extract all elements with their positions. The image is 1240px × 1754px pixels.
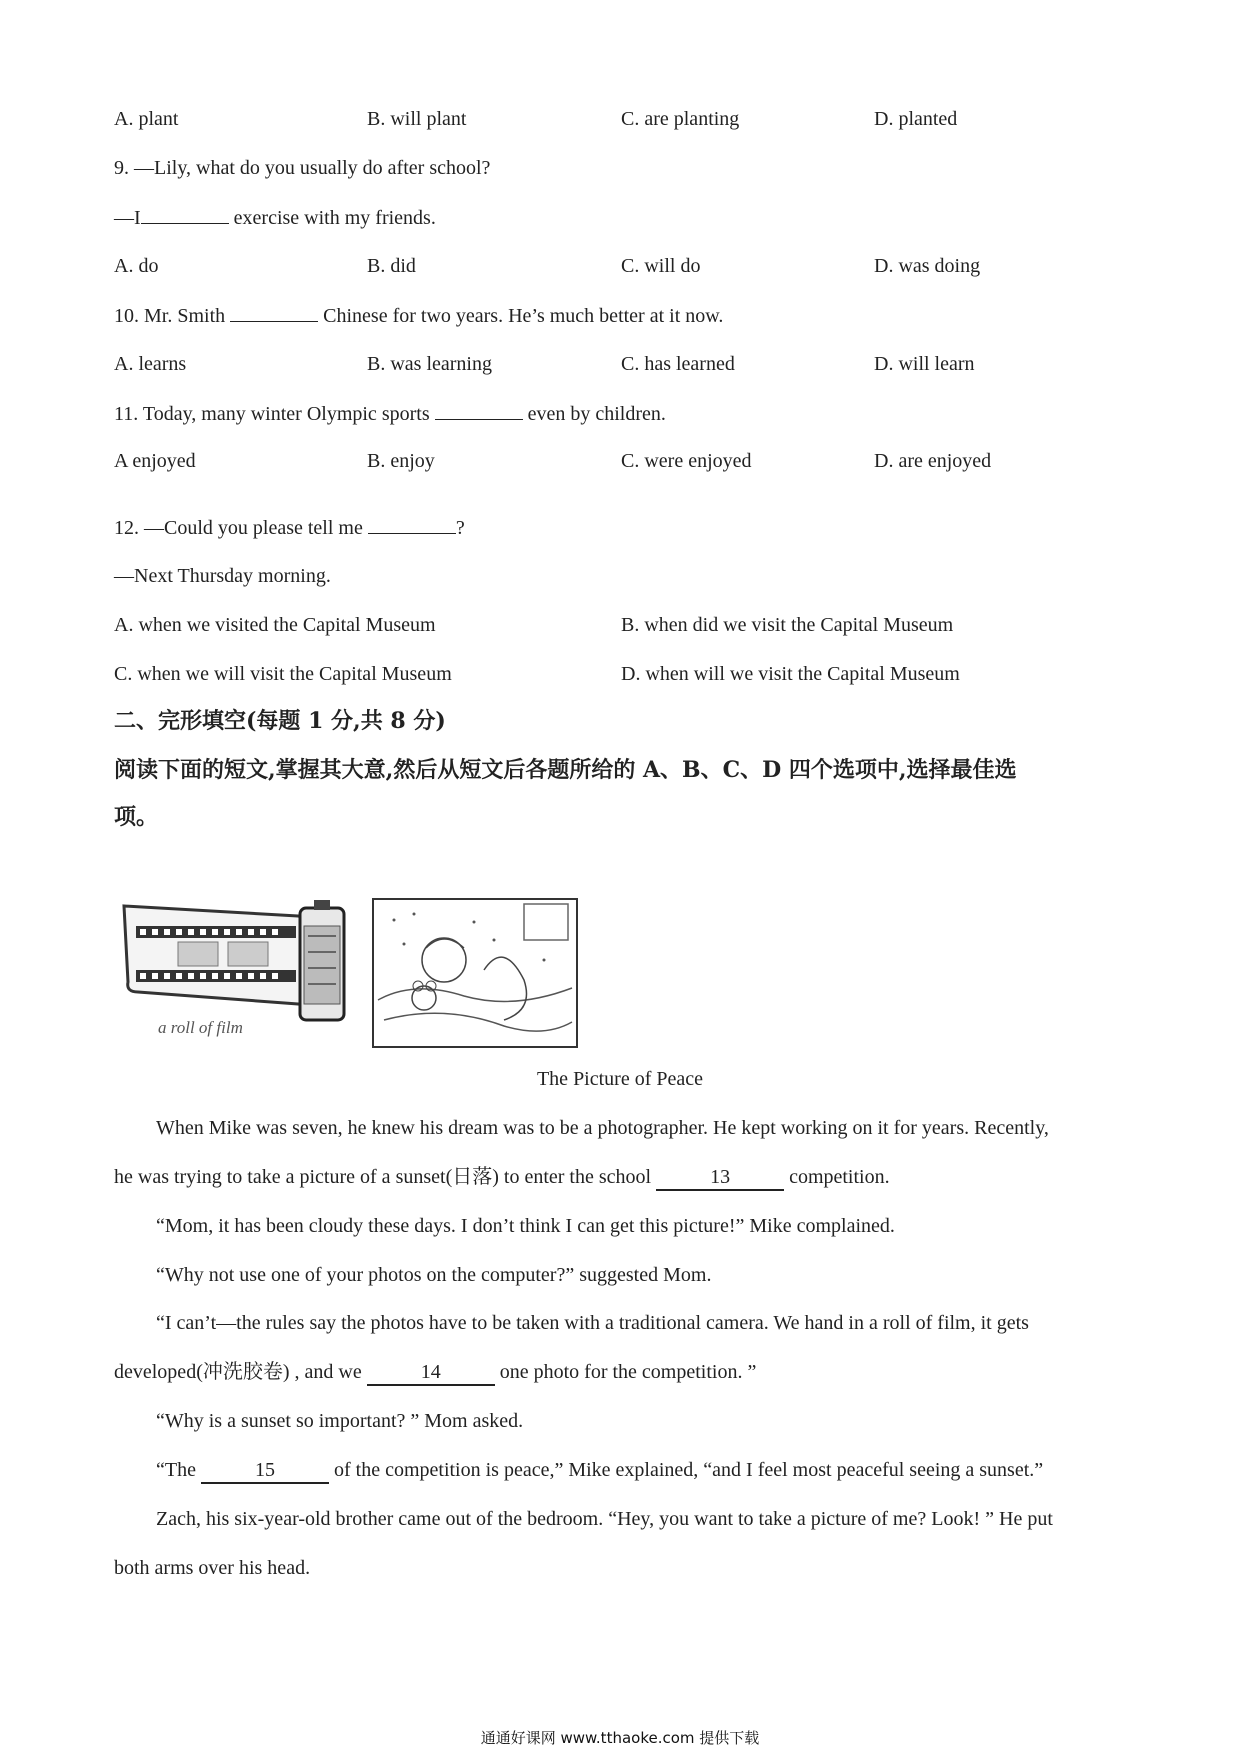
passage-p6-pre: “The bbox=[156, 1459, 196, 1481]
passage-p6-post: of the competition is peace,” Mike explained, “and I feel most peaceful seeing a sunset.” bbox=[333, 1459, 1044, 1481]
q10-option-c: C. has learned bbox=[621, 353, 735, 375]
film-caption: a roll of film bbox=[158, 1018, 243, 1037]
q9-option-b: B. did bbox=[367, 255, 416, 277]
q11-option-c: C. were enjoyed bbox=[621, 450, 752, 472]
q12-blank bbox=[368, 513, 456, 534]
q12-option-a: A. when we visited the Capital Museum bbox=[114, 614, 436, 636]
q11-question bbox=[114, 399, 666, 428]
q11-pre: 11. Today, many winter Olympic sports bbox=[114, 403, 430, 425]
q8-option-c: C. are planting bbox=[621, 108, 740, 130]
q11-option-d: D. are enjoyed bbox=[874, 450, 992, 472]
q10-option-b: B. was learning bbox=[367, 353, 492, 375]
q9-blank bbox=[141, 203, 229, 224]
q11-option-a: A enjoyed bbox=[114, 450, 196, 472]
q12-post: ? bbox=[455, 517, 465, 539]
q12-question bbox=[114, 513, 465, 542]
passage-p5: “Why is a sunset so important? ” Mom asked. bbox=[156, 1410, 524, 1432]
page-footer: 通通好课网 www.tthaoke.com 提供下载 bbox=[480, 1729, 760, 1747]
q10-question bbox=[114, 301, 723, 330]
passage-p1-line1: When Mike was seven, he knew his dream was to be a photographer. He kept working on it for years. Recently, bbox=[156, 1117, 1049, 1139]
passage-p1-line2-post: competition. bbox=[789, 1166, 890, 1188]
blank-14: 14 bbox=[367, 1360, 495, 1386]
q9-question: 9. —Lily, what do you usually do after school? bbox=[114, 157, 491, 179]
q9-option-d: D. was doing bbox=[874, 255, 981, 277]
q10-post: Chinese for two years. He’s much better at it now. bbox=[323, 305, 724, 327]
q12-answer: —Next Thursday morning. bbox=[114, 565, 331, 587]
q9-option-a: A. do bbox=[114, 255, 159, 277]
passage-p1-line2-pre: he was trying to take a picture of a sunset(日落) to enter the school bbox=[114, 1166, 652, 1188]
q9-answer-post: exercise with my friends. bbox=[233, 207, 436, 229]
passage-p6 bbox=[156, 1456, 1043, 1484]
passage-p4-line2 bbox=[114, 1358, 756, 1386]
q10-blank bbox=[230, 301, 318, 322]
q12-pre: 12. —Could you please tell me bbox=[114, 517, 363, 539]
section-instruction-line2: 项。 bbox=[114, 804, 159, 830]
section-instruction-line1: 阅读下面的短文,掌握其大意,然后从短文后各题所给的 A、B、C、D 四个选项中,选择最佳选 bbox=[114, 757, 1017, 783]
q10-option-a: A. learns bbox=[114, 353, 187, 375]
q10-option-d: D. will learn bbox=[874, 353, 975, 375]
q8-option-a: A. plant bbox=[114, 108, 179, 130]
q10-pre: 10. Mr. Smith bbox=[114, 305, 226, 327]
blank-15: 15 bbox=[201, 1458, 329, 1484]
passage-p3: “Why not use one of your photos on the computer?” suggested Mom. bbox=[156, 1264, 712, 1286]
blank-13: 13 bbox=[656, 1165, 784, 1191]
passage-p4-line1: “I can’t—the rules say the photos have to be taken with a traditional camera. We hand in a roll of film, it gets bbox=[156, 1312, 1029, 1334]
q9-option-c: C. will do bbox=[621, 255, 701, 277]
q11-post: even by children. bbox=[527, 403, 666, 425]
q12-option-b: B. when did we visit the Capital Museum bbox=[621, 614, 954, 636]
passage-p7-line2: both arms over his head. bbox=[114, 1557, 311, 1579]
sleeping-child-picture bbox=[372, 898, 578, 1048]
passage-p4-line2-pre: developed(冲洗胶卷) , and we bbox=[114, 1361, 362, 1383]
q9-answer-line bbox=[114, 203, 436, 232]
passage-p4-line2-post: one photo for the competition. ” bbox=[499, 1361, 757, 1383]
q11-option-b: B. enjoy bbox=[367, 450, 435, 472]
q11-blank bbox=[435, 399, 523, 420]
sleeping-child-icon bbox=[374, 900, 576, 1046]
q9-answer-pre: —I bbox=[114, 207, 141, 229]
passage-title: The Picture of Peace bbox=[536, 1068, 704, 1090]
q8-option-b: B. will plant bbox=[367, 108, 467, 130]
q12-option-d: D. when will we visit the Capital Museum bbox=[621, 663, 960, 685]
q12-option-c: C. when we will visit the Capital Museum bbox=[114, 663, 452, 685]
q8-option-d: D. planted bbox=[874, 108, 958, 130]
passage-p7-line1: Zach, his six-year-old brother came out of the bedroom. “Hey, you want to take a picture of me? Look! ” He put bbox=[156, 1508, 1053, 1530]
section-heading: 二、完形填空(每题 1 分,共 8 分) bbox=[114, 708, 446, 734]
passage-p1-line2 bbox=[114, 1163, 890, 1191]
passage-p2: “Mom, it has been cloudy these days. I don’t think I can get this picture!” Mike complained. bbox=[156, 1215, 895, 1237]
film-roll-illustration bbox=[118, 896, 364, 1041]
